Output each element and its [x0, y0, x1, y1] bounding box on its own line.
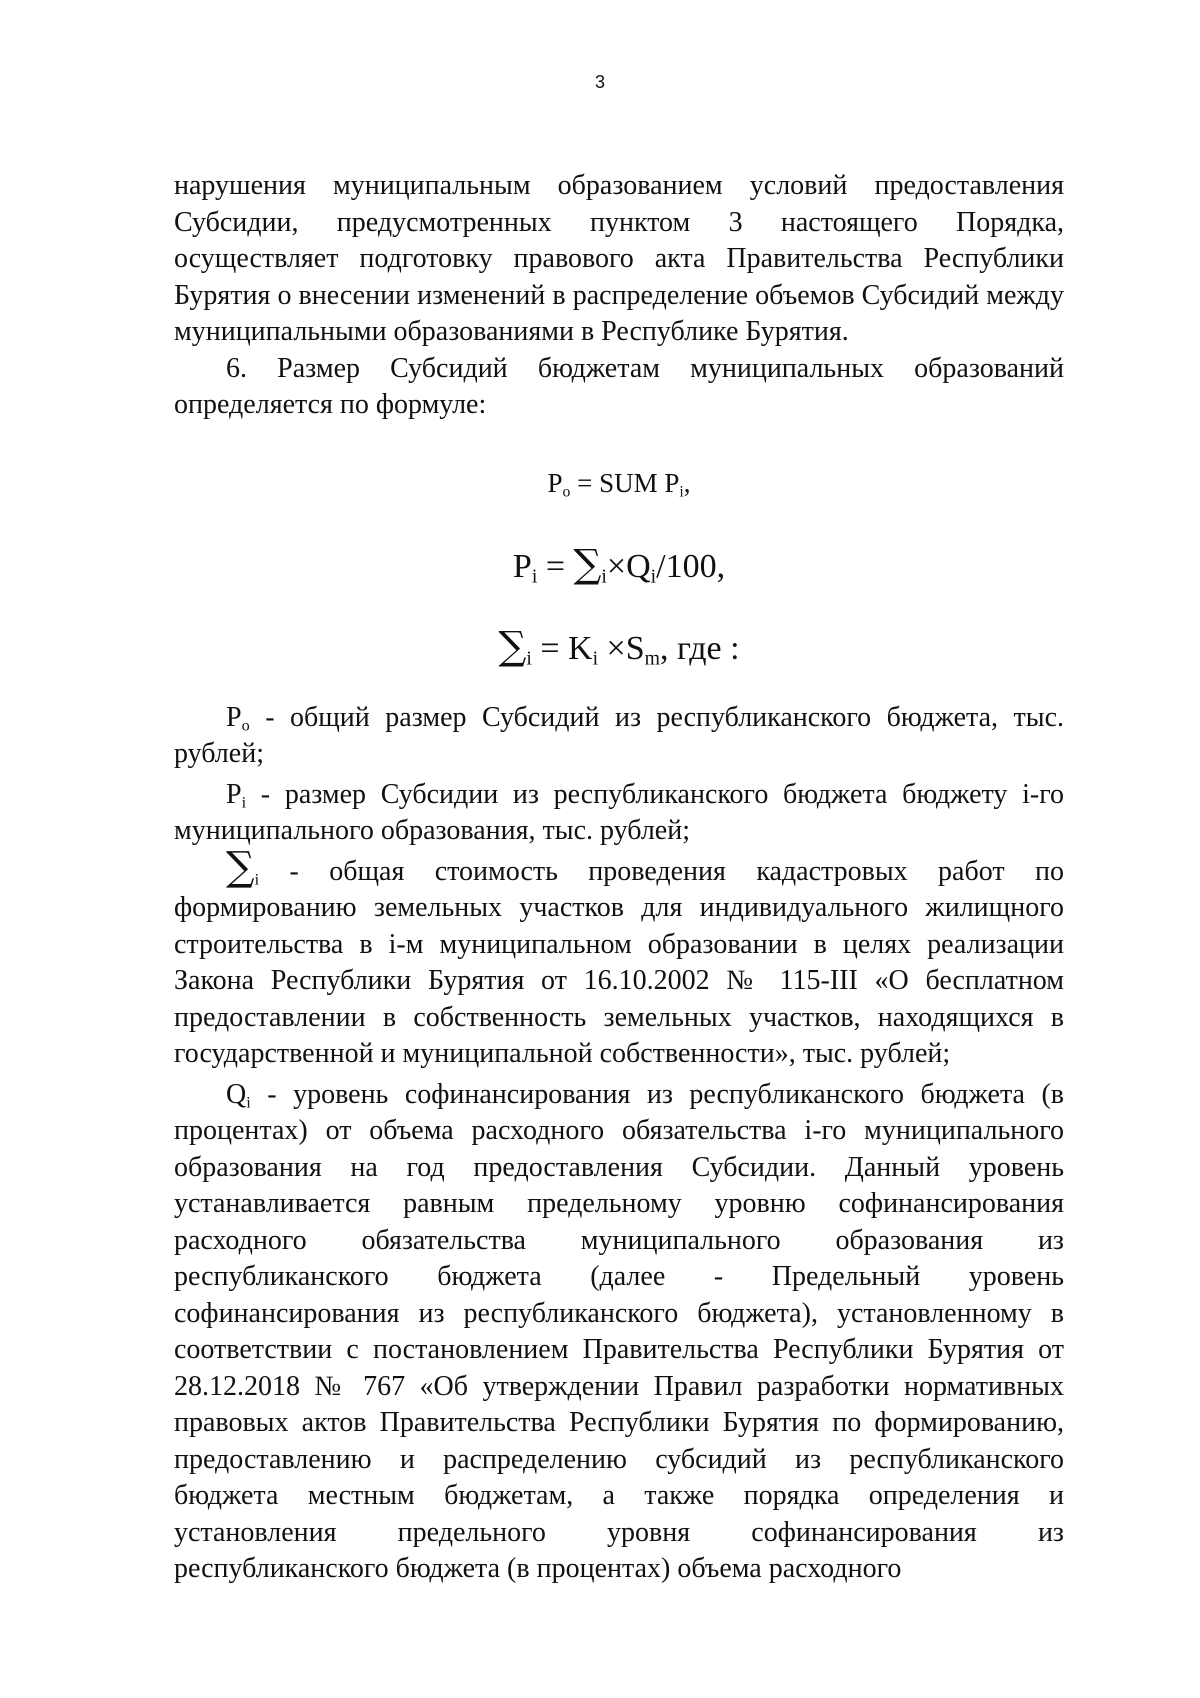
sigma-symbol: ∑	[226, 843, 255, 890]
sigma-symbol: ∑	[498, 623, 527, 669]
formula-total: $P_o$ = SUM $P_i$,	[547, 467, 691, 500]
formula-block	[174, 424, 1064, 700]
sigma-symbol: ∑	[573, 541, 602, 587]
document-body	[174, 168, 1064, 1588]
definition-sigma: $\sum_i$ - общая стоимость проведения кадастровых работ по формированию земельных участков для индивидуального жилищного строительства в i-м муниципальном образовании в целях реализации Закона Республики Бурятия от 16.10.2002 № 115-III «О бесплатном предоставлении в собственность земельных участков, находящихся в государственной и муниципальной собственности», тыс. рублей;	[174, 843, 1064, 1069]
paragraph-continuation: нарушения муниципальным образованием условий предоставления Субсидии, предусмотренных пунктом 3 настоящего Порядка, осуществляет подготовку правового акта Правительства Республики Бурятия о внесении изменений в распределение объемов Субсидий между муниципальными образованиями в Республике Бурятия.	[174, 170, 1064, 347]
definition-qi: $Q_i$ - уровень софинансирования из республиканского бюджета (в процентах) от объема расходного обязательства i-го муниципального образования на год предоставления Субсидии. Данный уровень устанавливается равным предельному уровню софинансирования расходного обязательства муниципального образования из республиканского бюджета (далее - Предельный уровень софинансирования из республиканского бюджета), установленному в соответствии с постановлением Правительства Республики Бурятия от 28.12.2018 № 767 «Об утверждении Правил разработки нормативных правовых актов Правительства Республики Бурятия по формированию, предоставлению и распределению субсидий из республиканского бюджета местным бюджетам, а также порядка определения и установления предельного уровня софинансирования из республиканского бюджета (в процентах) объема расходного	[174, 1078, 1064, 1584]
page-number: 3	[594, 72, 605, 92]
formula-subsidy: $P_i = \sum_i\times Q_i/100$,	[512, 541, 726, 588]
definition-pi: $P_i$ - размер Субсидии из республиканского бюджета бюджету i-го муниципального образования, тыс. рублей;	[174, 778, 1064, 846]
definition-po: $P_o$ - общий размер Субсидий из республиканского бюджета, тыс. рублей;	[174, 701, 1064, 769]
formula-cost: $\sum_i = K_i \times S_m$, где :	[498, 623, 740, 670]
paragraph-item-6: 6. Размер Субсидий бюджетам муниципальных образований определяется по формуле:	[174, 352, 1064, 420]
